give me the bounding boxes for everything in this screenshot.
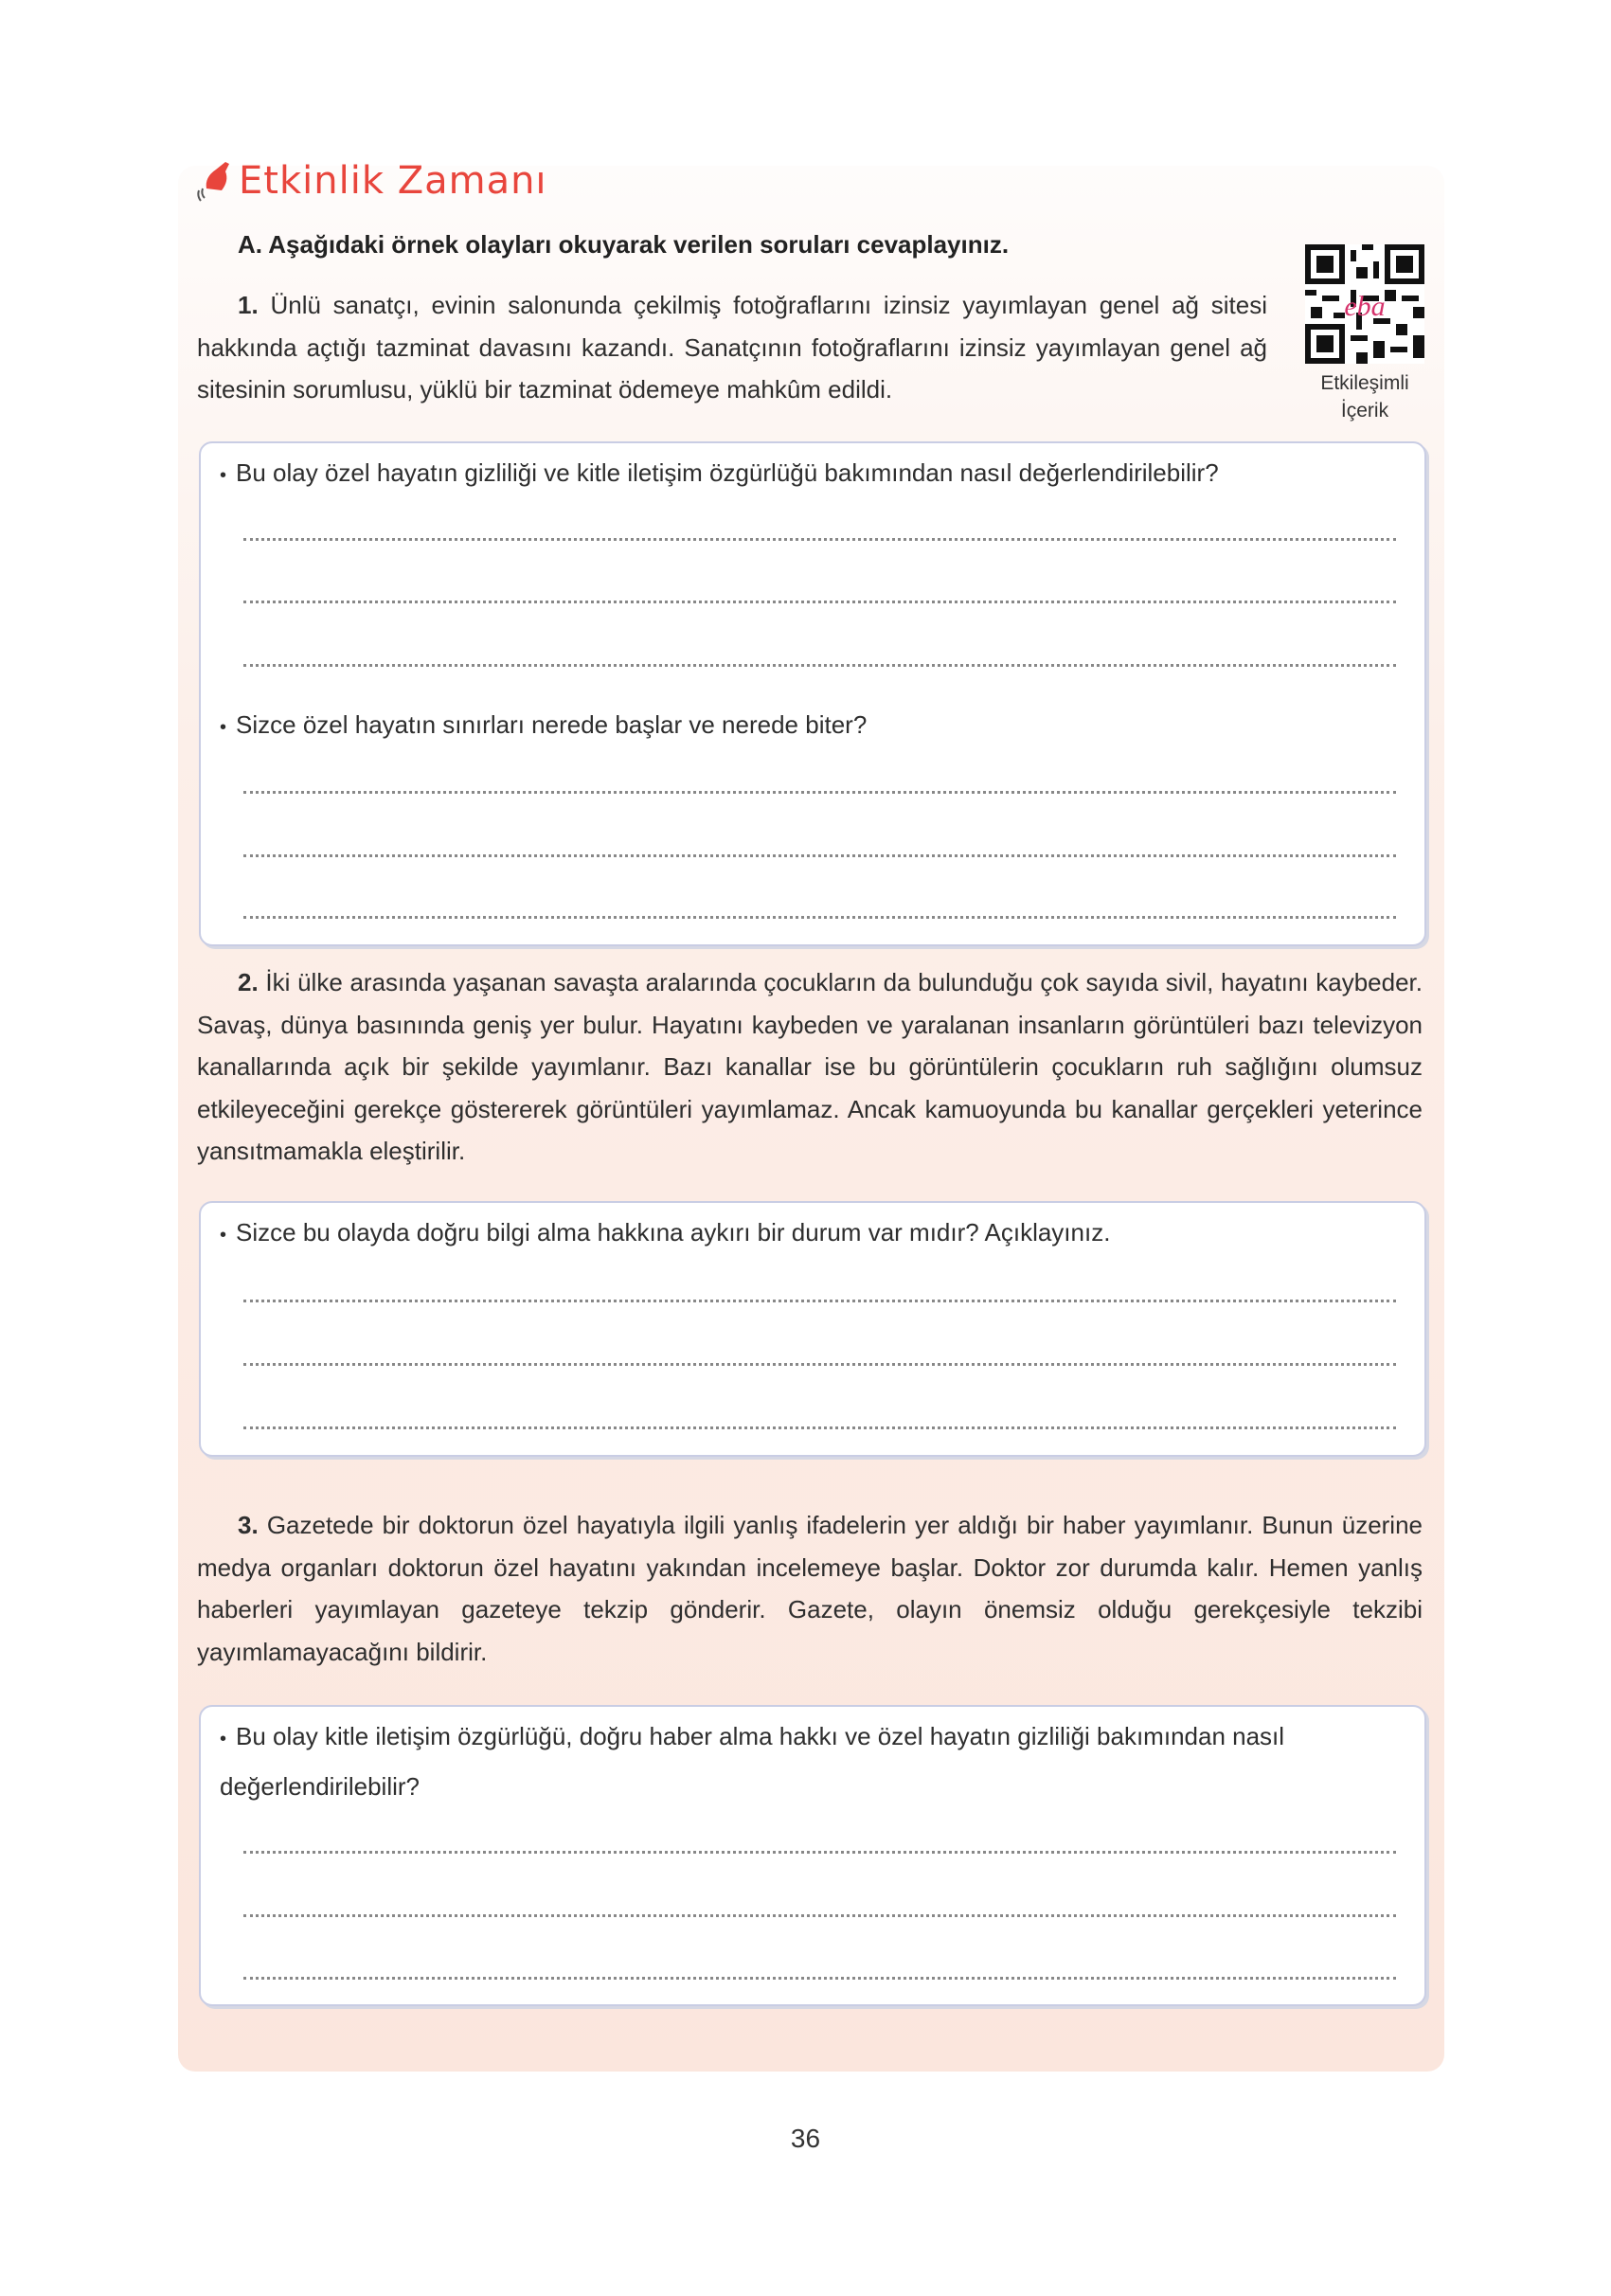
answer-box-1	[199, 441, 1426, 946]
qr-label-line2: İçerik	[1340, 400, 1389, 422]
case-3	[197, 1504, 1423, 1673]
answer-box-3	[199, 1705, 1426, 2006]
answer-line[interactable]	[243, 916, 1396, 919]
answer-line[interactable]	[243, 1426, 1396, 1429]
eba-logo: eba	[1344, 291, 1386, 322]
question-text: • Sizce bu olayda doğru bilgi alma hakkına aykırı bir durum var mıdır? Açıklayınız.	[220, 1209, 1405, 1259]
answer-line[interactable]	[243, 1363, 1396, 1366]
section-title	[197, 159, 547, 203]
answer-line[interactable]	[243, 1914, 1396, 1917]
answer-line[interactable]	[243, 1851, 1396, 1854]
case-number: 1.	[238, 291, 259, 319]
case-2	[197, 961, 1423, 1173]
question-text: • Bu olay özel hayatın gizliliği ve kitle iletişim özgürlüğü bakımından nasıl değerlendirilebilir?	[220, 449, 1405, 499]
qr-label-line1: Etkileşimli	[1320, 372, 1409, 394]
case-number: 3.	[238, 1511, 259, 1539]
qr-code-icon[interactable]	[1305, 244, 1424, 364]
answer-line[interactable]	[243, 791, 1396, 794]
answer-line[interactable]	[243, 854, 1396, 857]
case-text: Gazetede bir doktorun özel hayatıyla ilgili yanlış ifadelerin yer aldığı bir haber yayımlanır. Bunun üzerine medya organları doktorun özel hayatını yakından incelemeye başlar. Doktor zor durumda kalır. Hemen yanlış haberleri yayımlayan gazeteye tekzip gönderir. Gazete, olayın önemsiz olduğu gerekçesiyle tekzibi yayımlamayacağını bildirir.	[197, 1511, 1423, 1666]
page-number: 36	[790, 2124, 821, 2153]
answer-box-2	[199, 1201, 1426, 1457]
question-text: • Bu olay kitle iletişim özgürlüğü, doğru haber alma hakkı ve özel hayatın gizliliği bakımından nasıl değerlendirilebilir?	[220, 1713, 1405, 1810]
answer-line[interactable]	[243, 601, 1396, 603]
case-1	[197, 284, 1267, 411]
activity-heading: A. Aşağıdaki örnek olayları okuyarak verilen soruları cevaplayınız.	[238, 230, 1010, 259]
answer-line[interactable]	[243, 538, 1396, 541]
answer-line[interactable]	[243, 664, 1396, 667]
section-title-text: Etkinlik Zamanı	[239, 159, 547, 203]
question-text: • Sizce özel hayatın sınırları nerede başlar ve nerede biter?	[220, 701, 1405, 751]
case-text: Ünlü sanatçı, evinin salonunda çekilmiş fotoğraflarını izinsiz yayımlayan genel ağ sitesi hakkında açtığı tazminat davasını kazandı. Sanatçının fotoğraflarını izinsiz yayımlayan genel ağ sitesinin sorumlusu, yüklü bir tazminat ödemeye mahkûm edildi.	[197, 291, 1267, 404]
bell-icon	[197, 160, 233, 202]
answer-line[interactable]	[243, 1300, 1396, 1302]
case-number: 2.	[238, 968, 259, 996]
qr-label	[1288, 369, 1441, 424]
case-text: İki ülke arasında yaşanan savaşta aralarında çocukların da bulunduğu çok sayıda sivil, hayatını kaybeder. Savaş, dünya basınında geniş yer bulur. Hayatını kaybeden ve yaralanan insanların görüntüleri bazı televizyon kanallarında açık bir şekilde yayımlanır. Bazı kanallar ise bu görüntülerin çocukların ruh sağlığını olumsuz etkileyeceğini gerekçe göstererek görüntüleri yayımlamaz. Ancak kamuoyunda bu kanallar gerçekleri yeterince yansıtmamakla eleştirilir.	[197, 968, 1423, 1165]
answer-line[interactable]	[243, 1977, 1396, 1980]
